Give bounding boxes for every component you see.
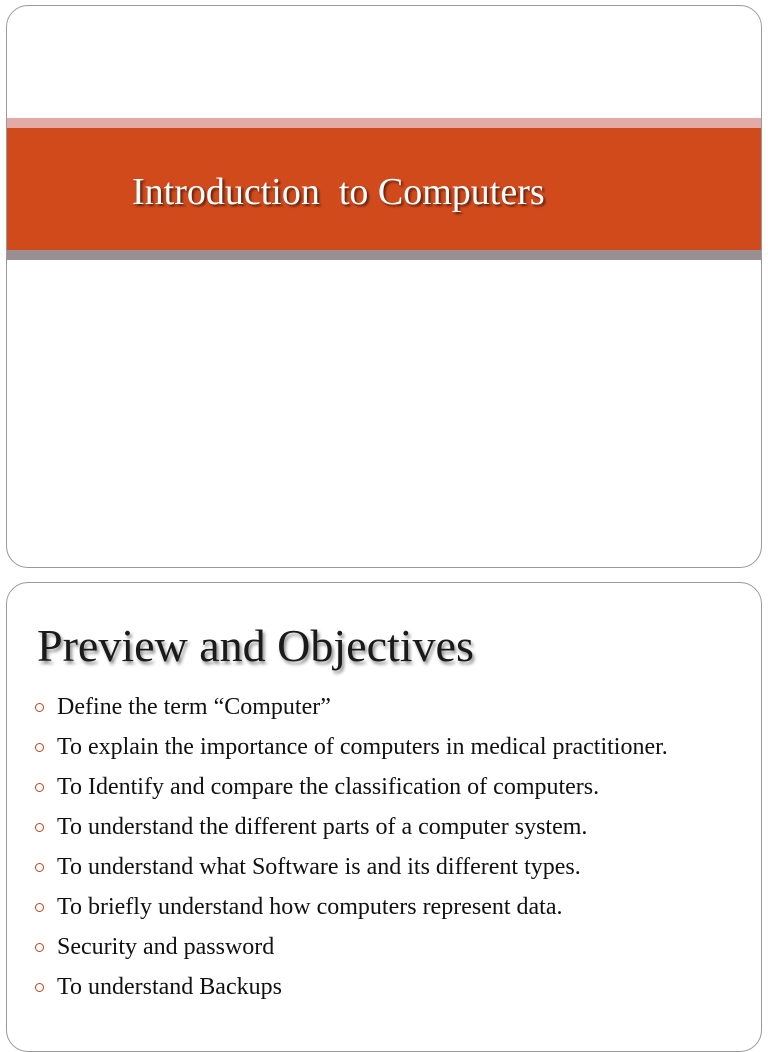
list-item-text: To explain the importance of computers in medical practitioner. (57, 734, 668, 760)
list-item (35, 891, 735, 923)
list-item (35, 851, 735, 883)
list-item (35, 731, 735, 763)
list-item-text: To understand Backups (57, 974, 282, 1000)
hollow-circle-bullet-icon (35, 863, 44, 872)
list-item (35, 811, 735, 843)
list-item-text: Security and password (57, 934, 275, 960)
list-item-text: To understand what Software is and its different types. (57, 854, 581, 880)
title-slide (6, 5, 762, 568)
objectives-slide (6, 582, 762, 1052)
list-item (35, 691, 735, 723)
hollow-circle-bullet-icon (35, 783, 44, 792)
objectives-list (35, 691, 735, 1011)
hollow-circle-bullet-icon (35, 903, 44, 912)
hollow-circle-bullet-icon (35, 983, 44, 992)
slide-title: Introduction to Computers (132, 171, 545, 213)
hollow-circle-bullet-icon (35, 943, 44, 952)
hollow-circle-bullet-icon (35, 703, 44, 712)
title-band-bottom-stripe (7, 250, 761, 260)
hollow-circle-bullet-icon (35, 743, 44, 752)
slide-heading: Preview and Objectives (37, 620, 474, 671)
hollow-circle-bullet-icon (35, 823, 44, 832)
list-item-text: To understand the different parts of a computer system. (57, 814, 588, 840)
list-item-text: Define the term “Computer” (57, 694, 331, 720)
title-band-top-stripe (7, 118, 761, 128)
list-item (35, 971, 735, 1003)
list-item-text: To briefly understand how computers represent data. (57, 894, 563, 920)
list-item-text: To Identify and compare the classification of computers. (57, 774, 600, 800)
list-item (35, 931, 735, 963)
list-item (35, 771, 735, 803)
